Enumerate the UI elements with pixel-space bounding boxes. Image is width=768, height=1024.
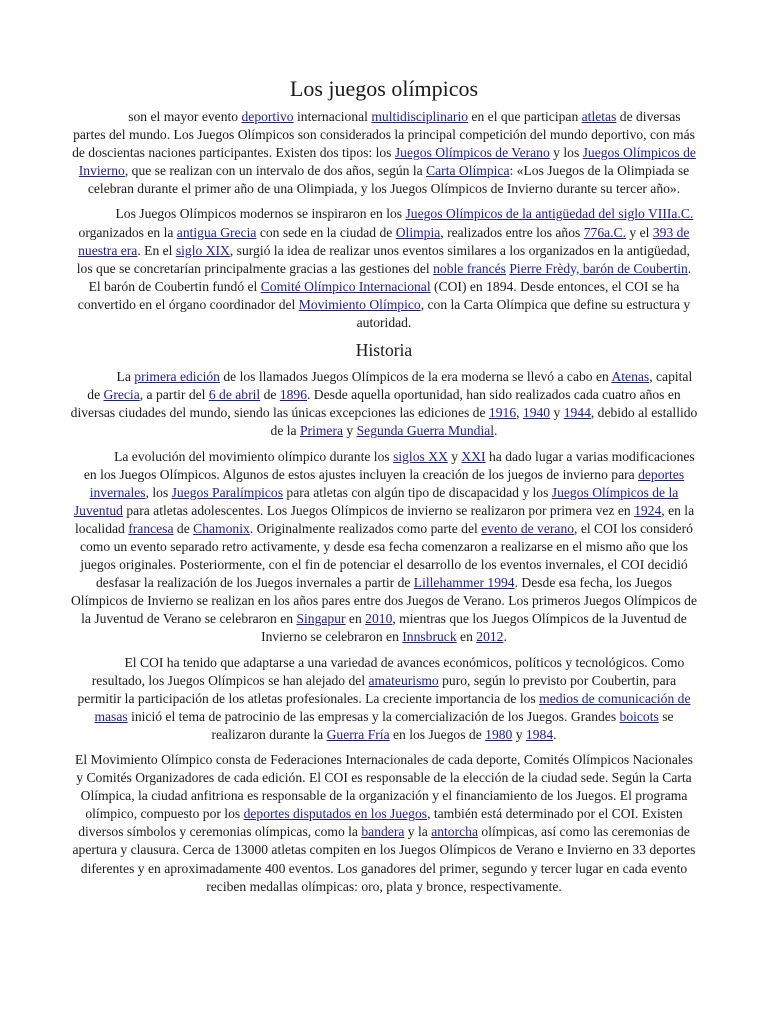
text-span: y: [343, 423, 357, 439]
text-link[interactable]: siglos XX: [393, 448, 448, 464]
text-link[interactable]: Singapur: [296, 611, 346, 627]
text-span: La evolución del movimiento olímpico durante los: [114, 448, 394, 464]
history-paragraph: [70, 751, 698, 896]
text-link[interactable]: 1944: [563, 405, 591, 421]
text-span: , que se realizan con un intervalo de dos años, según la: [124, 163, 427, 179]
text-span: de los llamados Juegos Olímpicos de la era moderna se llevó a cabo en: [219, 369, 612, 385]
text-span: y los: [549, 145, 583, 161]
text-link[interactable]: Pierre Frèdy, barón de Coubertin: [509, 260, 688, 276]
text-link[interactable]: Grecia: [103, 387, 140, 403]
text-link[interactable]: amateurismo: [368, 672, 439, 688]
text-span: , el COI los consideró como un evento separado retro activamente, y desde esa fecha comenzaron a realizarse en el mismo año que los juegos originales. Posteriormente, con el fin de potenciar el desarrollo de los eventos invernales, el COI decidió desfasar la realización de los Juegos invernales a partir de: [79, 520, 693, 591]
text-link[interactable]: 776a.C.: [583, 224, 627, 240]
text-span: olímpicas, así como las ceremonias de apertura y clausura. Cerca de 13000 atletas compiten en los Juegos Olímpicos de Verano e Invierno en 33 deportes diferentes y en aproximadamente 400 eventos. Los ganadores del primer, segundo y tercer lugar en cada evento reciben medallas olímpicas: oro, plata y bronce, respectivamente.: [72, 824, 696, 894]
text-link[interactable]: boicots: [619, 708, 659, 724]
text-span: , en la localidad: [75, 502, 695, 536]
text-link[interactable]: deportes disputados en los Juegos: [243, 806, 428, 822]
text-link[interactable]: Movimiento Olímpico: [298, 296, 421, 312]
text-link[interactable]: 1984: [525, 726, 554, 742]
text-span: y: [447, 448, 462, 464]
text-span: y la: [404, 824, 432, 840]
history-paragraph: [70, 654, 698, 744]
text-span: internacional: [293, 109, 372, 124]
text-span: , con la Carta Olímpica que define su estructura y autoridad.: [356, 296, 691, 331]
text-span: .: [494, 423, 498, 439]
text-span: en los Juegos de: [389, 726, 486, 742]
text-link[interactable]: 2012: [476, 629, 504, 645]
text-span: , realizados entre los años: [440, 224, 584, 240]
text-link[interactable]: Chamonix: [193, 520, 250, 536]
text-span: , capital de: [87, 369, 693, 403]
history-paragraph: [70, 448, 698, 647]
text-span: . En el: [137, 242, 176, 258]
text-link[interactable]: medios de comunicación de masas: [94, 690, 691, 724]
text-span: , los: [145, 484, 172, 500]
text-span: organizados en la: [78, 224, 177, 240]
text-link[interactable]: atletas: [581, 109, 617, 124]
text-span: El Movimiento Olímpico consta de Federaciones Internacionales de cada deporte, Comités Olímpicos Nacionales y Comités Organizadores de cada edición. El COI es responsable de la elección de la ciudad sede. Según la Carta Olímpica, la ciudad anfitriona es responsable de la organización y el financiamiento de los Juegos. El programa olímpico, compuesto por los: [75, 752, 693, 822]
text-span: La: [116, 369, 135, 385]
section-heading-historia: Historia: [355, 340, 413, 361]
text-link[interactable]: 1924: [634, 502, 662, 518]
text-link[interactable]: deportivo: [241, 109, 294, 124]
text-link[interactable]: Carta Olímpica: [426, 163, 510, 179]
text-span: inició el tema de patrocinio de las empresas y la comercialización de los Juegos. Grandes: [127, 708, 620, 724]
text-span: , mientras que los Juegos Olímpicos de la Juventud de Invierno se celebraron en: [261, 611, 687, 645]
text-link[interactable]: Lillehammer 1994: [413, 575, 515, 591]
text-span: de: [173, 520, 194, 536]
text-span: con sede en la ciudad de: [256, 224, 396, 240]
text-span: .: [553, 726, 557, 742]
text-link[interactable]: 6 de abril: [208, 387, 261, 403]
text-span: , surgió la idea de realizar unos eventos similares a los organizados en la antigüedad, los que se concretarían principalmente gracias a las gestiones del: [76, 242, 690, 276]
text-span: se realizaron durante la: [211, 708, 674, 742]
text-link[interactable]: XXI: [461, 448, 486, 464]
text-span: . El barón de Coubertin fundó el: [88, 260, 692, 294]
text-link[interactable]: evento de verano: [481, 520, 575, 536]
text-span: . Desde aquella oportunidad, han sido realizados cada cuatro años en diversas ciudades del mundo, siendo las únicas excepciones las ediciones de: [70, 387, 681, 421]
text-span: Los Juegos Olímpicos modernos se inspiraron en los: [115, 206, 406, 222]
text-link[interactable]: antigua Grecia: [176, 224, 257, 240]
document-page: [70, 74, 698, 903]
text-link[interactable]: Comité Olímpico Internacional: [260, 278, 431, 294]
text-span: . Originalmente realizados como parte del: [249, 520, 482, 536]
text-link[interactable]: Primera: [299, 423, 344, 439]
text-span: , a partir del: [139, 387, 209, 403]
text-span: son el mayor evento: [128, 109, 242, 124]
text-link[interactable]: bandera: [361, 824, 405, 840]
text-span: , debido al estallido de la: [270, 405, 698, 439]
text-span: ha dado lugar a varias modificaciones en los Juegos Olímpicos. Algunos de estos ajustes incluyen la creación de los juegos de invierno para: [83, 448, 695, 482]
text-link[interactable]: 1940: [522, 405, 551, 421]
text-link[interactable]: Atenas: [611, 369, 650, 385]
document-title: Los juegos olímpicos: [289, 76, 479, 101]
history-paragraph: [70, 368, 698, 440]
text-span: puro, según lo previsto por Coubertin, para permitir la participación de los atletas profesionales. La creciente importancia de los: [77, 672, 677, 706]
text-span: en: [456, 629, 477, 645]
text-link[interactable]: Juegos Paralímpicos: [171, 484, 284, 500]
text-span: ,: [516, 405, 523, 421]
text-link[interactable]: 1896: [279, 387, 307, 403]
text-span: El COI ha tenido que adaptarse a una variedad de avances económicos, políticos y tecnológicos. Como resultado, los Juegos Olímpicos se han alejado del: [91, 654, 685, 688]
text-link[interactable]: multidisciplinario: [371, 109, 469, 124]
text-span: para atletas adolescentes. Los Juegos Olímpicos de invierno se realizaron por primera vez en: [122, 502, 635, 518]
text-span: y el: [626, 224, 653, 240]
text-link[interactable]: francesa: [128, 520, 174, 536]
text-link[interactable]: Juegos Olímpicos de Verano: [394, 145, 550, 161]
text-span: y: [512, 726, 526, 742]
text-link[interactable]: 393 de nuestra era: [78, 224, 690, 258]
text-link[interactable]: Juegos Olímpicos de la antigüedad del siglo VIIIa.C.: [405, 206, 694, 222]
text-span: de diversas partes del mundo. Los Juegos Olímpicos son considerados la principal competición del mundo deportivo, con más de doscientas naciones participantes. Existen dos tipos: los: [72, 109, 695, 161]
text-link[interactable]: Juegos Olímpicos de Invierno: [78, 145, 696, 179]
text-link[interactable]: 2010: [365, 611, 393, 627]
text-span: (COI) en 1894. Desde entonces, el COI se ha convertido en el órgano coordinador del: [77, 278, 680, 312]
text-link[interactable]: Guerra Fría: [326, 726, 390, 742]
text-link[interactable]: 1980: [485, 726, 513, 742]
text-span: .: [503, 629, 507, 645]
text-span: , también está determinado por el COI. Existen diversos símbolos y ceremonias olímpicas, como la: [78, 806, 683, 840]
text-span: de: [260, 387, 280, 403]
text-span: y: [550, 405, 564, 421]
text-span: para atletas con algún tipo de discapacidad y los: [283, 484, 552, 500]
text-span: : «Los Juegos de la Olimpiada se celebran durante el primer año de una Olimpiada, y los Juegos Olímpicos de Invierno durante su tercer año».: [87, 163, 690, 197]
history-section: [70, 368, 698, 896]
text-link[interactable]: Innsbruck: [402, 629, 457, 645]
text-link[interactable]: Olimpia: [395, 224, 441, 240]
text-span: en: [345, 611, 366, 627]
text-span: en el que participan: [468, 109, 582, 124]
text-link[interactable]: antorcha: [431, 824, 478, 840]
text-link[interactable]: Segunda Guerra Mundial: [356, 423, 495, 439]
intro-paragraph: [70, 108, 698, 198]
text-link[interactable]: noble francés: [433, 260, 506, 276]
intro-paragraph: [70, 205, 698, 332]
text-link[interactable]: deportes invernales: [89, 466, 685, 500]
intro-section: [70, 108, 698, 332]
text-link[interactable]: primera edición: [134, 369, 220, 385]
text-span: . Desde esa fecha, los Juegos Olímpicos de Invierno se realizan en los años pares entre dos Juegos de Verano. Los primeros Juegos Olímpicos de la Juventud de Verano se celebraron en: [70, 575, 698, 627]
text-link[interactable]: siglo XIX: [175, 242, 230, 258]
text-link[interactable]: Juegos Olímpicos de la Juventud: [73, 484, 679, 518]
text-link[interactable]: 1916: [488, 405, 517, 421]
